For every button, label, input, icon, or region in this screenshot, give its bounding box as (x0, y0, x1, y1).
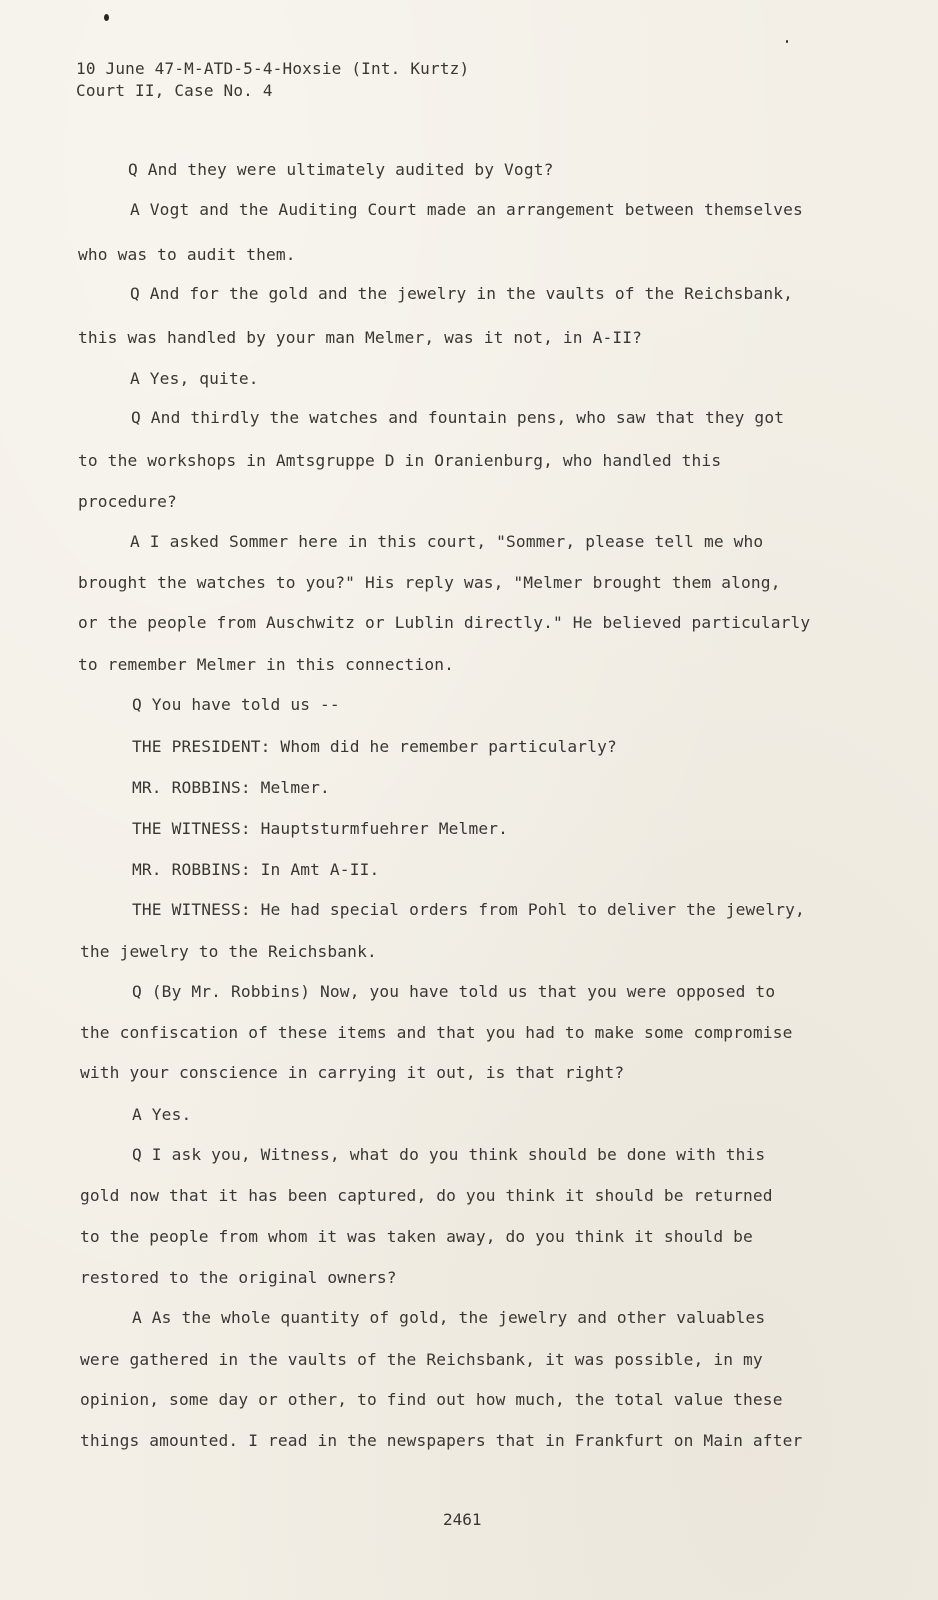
text-line: Q You have told us -- (132, 695, 340, 714)
ink-speck (786, 40, 788, 43)
text-line: to remember Melmer in this connection. (78, 655, 455, 674)
transcript-header (76, 58, 469, 102)
text-line: THE WITNESS: He had special orders from Pohl to deliver the jewelry, (132, 900, 805, 919)
text-line: were gathered in the vaults of the Reichsbank, it was possible, in my (80, 1350, 763, 1369)
text-line: Q I ask you, Witness, what do you think should be done with this (132, 1145, 766, 1164)
text-line: with your conscience in carrying it out, is that right? (80, 1063, 625, 1082)
text-line: THE PRESIDENT: Whom did he remember particularly? (132, 737, 617, 756)
text-line: restored to the original owners? (80, 1268, 397, 1287)
text-line: Q And they were ultimately audited by Vogt? (128, 160, 554, 179)
text-line: opinion, some day or other, to find out how much, the total value these (80, 1390, 783, 1409)
text-line: A Yes. (132, 1105, 192, 1124)
text-line: things amounted. I read in the newspapers that in Frankfurt on Main after (80, 1431, 803, 1450)
text-line: MR. ROBBINS: In Amt A-II. (132, 860, 380, 879)
text-line: procedure? (78, 492, 177, 511)
ink-speck (104, 14, 109, 21)
header-line-date: 10 June 47-M-ATD-5-4-Hoxsie (Int. Kurtz) (76, 59, 470, 78)
text-line: this was handled by your man Melmer, was it not, in A-II? (78, 328, 643, 347)
text-line: Q (By Mr. Robbins) Now, you have told us that you were opposed to (132, 982, 776, 1001)
text-line: gold now that it has been captured, do you think it should be returned (80, 1186, 773, 1205)
text-line: who was to audit them. (78, 245, 296, 264)
text-line: the jewelry to the Reichsbank. (80, 942, 377, 961)
header-line-court: Court II, Case No. 4 (76, 81, 273, 100)
text-line: MR. ROBBINS: Melmer. (132, 778, 330, 797)
text-line: THE WITNESS: Hauptsturmfuehrer Melmer. (132, 819, 509, 838)
text-line: A As the whole quantity of gold, the jewelry and other valuables (132, 1308, 766, 1327)
text-line: A I asked Sommer here in this court, "Sommer, please tell me who (130, 532, 764, 551)
text-line: to the workshops in Amtsgruppe D in Oranienburg, who handled this (78, 451, 722, 470)
text-line: A Yes, quite. (130, 369, 259, 388)
text-line: brought the watches to you?" His reply was, "Melmer brought them along, (78, 573, 781, 592)
text-line: to the people from whom it was taken away, do you think it should be (80, 1227, 753, 1246)
text-line: Q And thirdly the watches and fountain pens, who saw that they got (131, 408, 785, 427)
text-line: or the people from Auschwitz or Lublin directly." He believed particularly (78, 613, 811, 632)
text-line: the confiscation of these items and that you had to make some compromise (80, 1023, 793, 1042)
text-line: Q And for the gold and the jewelry in the vaults of the Reichsbank, (130, 284, 794, 303)
text-line: A Vogt and the Auditing Court made an arrangement between themselves (130, 200, 803, 219)
page-number: 2461 (443, 1510, 482, 1529)
